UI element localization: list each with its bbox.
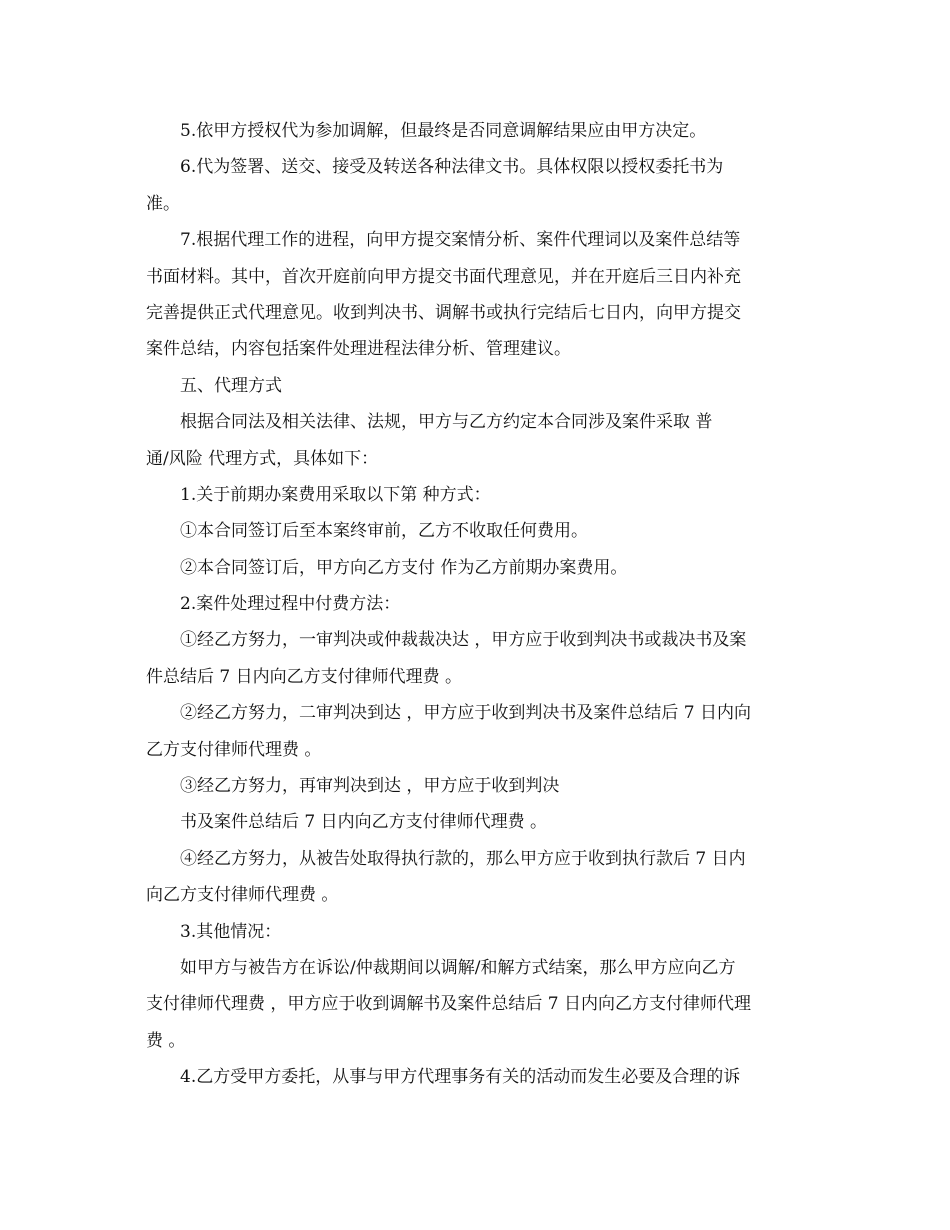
document-line: 根据合同法及相关法律、法规，甲方与乙方约定本合同涉及案件采取 普 (180, 412, 713, 433)
document-line: 书及案件总结后 7 日内向乙方支付律师代理费 。 (180, 812, 548, 833)
document-line: 1.关于前期办案费用采取以下第 种方式： (180, 484, 491, 505)
document-line: ④经乙方努力，从被告处取得执行款的，那么甲方应于收到执行款后 7 日内 (180, 848, 746, 869)
document-line: 6.代为签署、送交、接受及转送各种法律文书。具体权限以授权委托书为 (180, 157, 724, 178)
document-line: ③经乙方努力，再审判决到达 ，甲方应于收到判决 (180, 776, 560, 797)
document-line: 书面材料。其中，首次开庭前向甲方提交书面代理意见，并在开庭后三日内补充 (146, 266, 741, 287)
document-line: 五、代理方式 (180, 375, 282, 396)
document-line: 5.依甲方授权代为参加调解，但最终是否同意调解结果应由甲方决定。 (180, 121, 707, 141)
document-line: ①本合同签订后至本案终审前，乙方不收取任何费用。 (180, 521, 588, 542)
document-line: 乙方支付律师代理费 。 (146, 739, 322, 760)
document-line: 件总结后 7 日内向乙方支付律师代理费 。 (146, 666, 463, 687)
document-line: 7.根据代理工作的进程，向甲方提交案情分析、案件代理词以及案件总结等 (180, 230, 741, 251)
document-line: 4.乙方受甲方委托，从事与甲方代理事务有关的活动而发生必要及合理的诉 (180, 1067, 741, 1088)
document-line: 支付律师代理费 ，甲方应于收到调解书及案件总结后 7 日内向乙方支付律师代理 (146, 994, 752, 1015)
document-line: ①经乙方努力，一审判决或仲裁裁决达 ，甲方应于收到判决书或裁决书及案 (180, 630, 747, 651)
document-line: 2.案件处理过程中付费方法： (180, 594, 401, 615)
document-line: 准。 (146, 193, 180, 214)
document-line: 案件总结，内容包括案件处理进程法律分析、管理建议。 (146, 339, 571, 360)
document-line: 向乙方支付律师代理费 。 (146, 885, 339, 906)
document-line: 如甲方与被告方在诉讼/仲裁期间以调解/和解方式结案，那么甲方应向乙方 (180, 957, 736, 978)
document-body (146, 115, 804, 1098)
document-line: 通/风险 代理方式，具体如下： (146, 448, 379, 469)
document-line: ②本合同签订后，甲方向乙方支付 作为乙方前期办案费用。 (180, 557, 628, 578)
document-line: 3.其他情况： (180, 921, 282, 942)
document-line: 完善提供正式代理意见。收到判决书、调解书或执行完结后七日内，向甲方提交 (146, 302, 741, 323)
document-line: ②经乙方努力，二审判决到达 ，甲方应于收到判决书及案件总结后 7 日内向 (180, 703, 752, 724)
document-line: 费 。 (146, 1030, 186, 1051)
